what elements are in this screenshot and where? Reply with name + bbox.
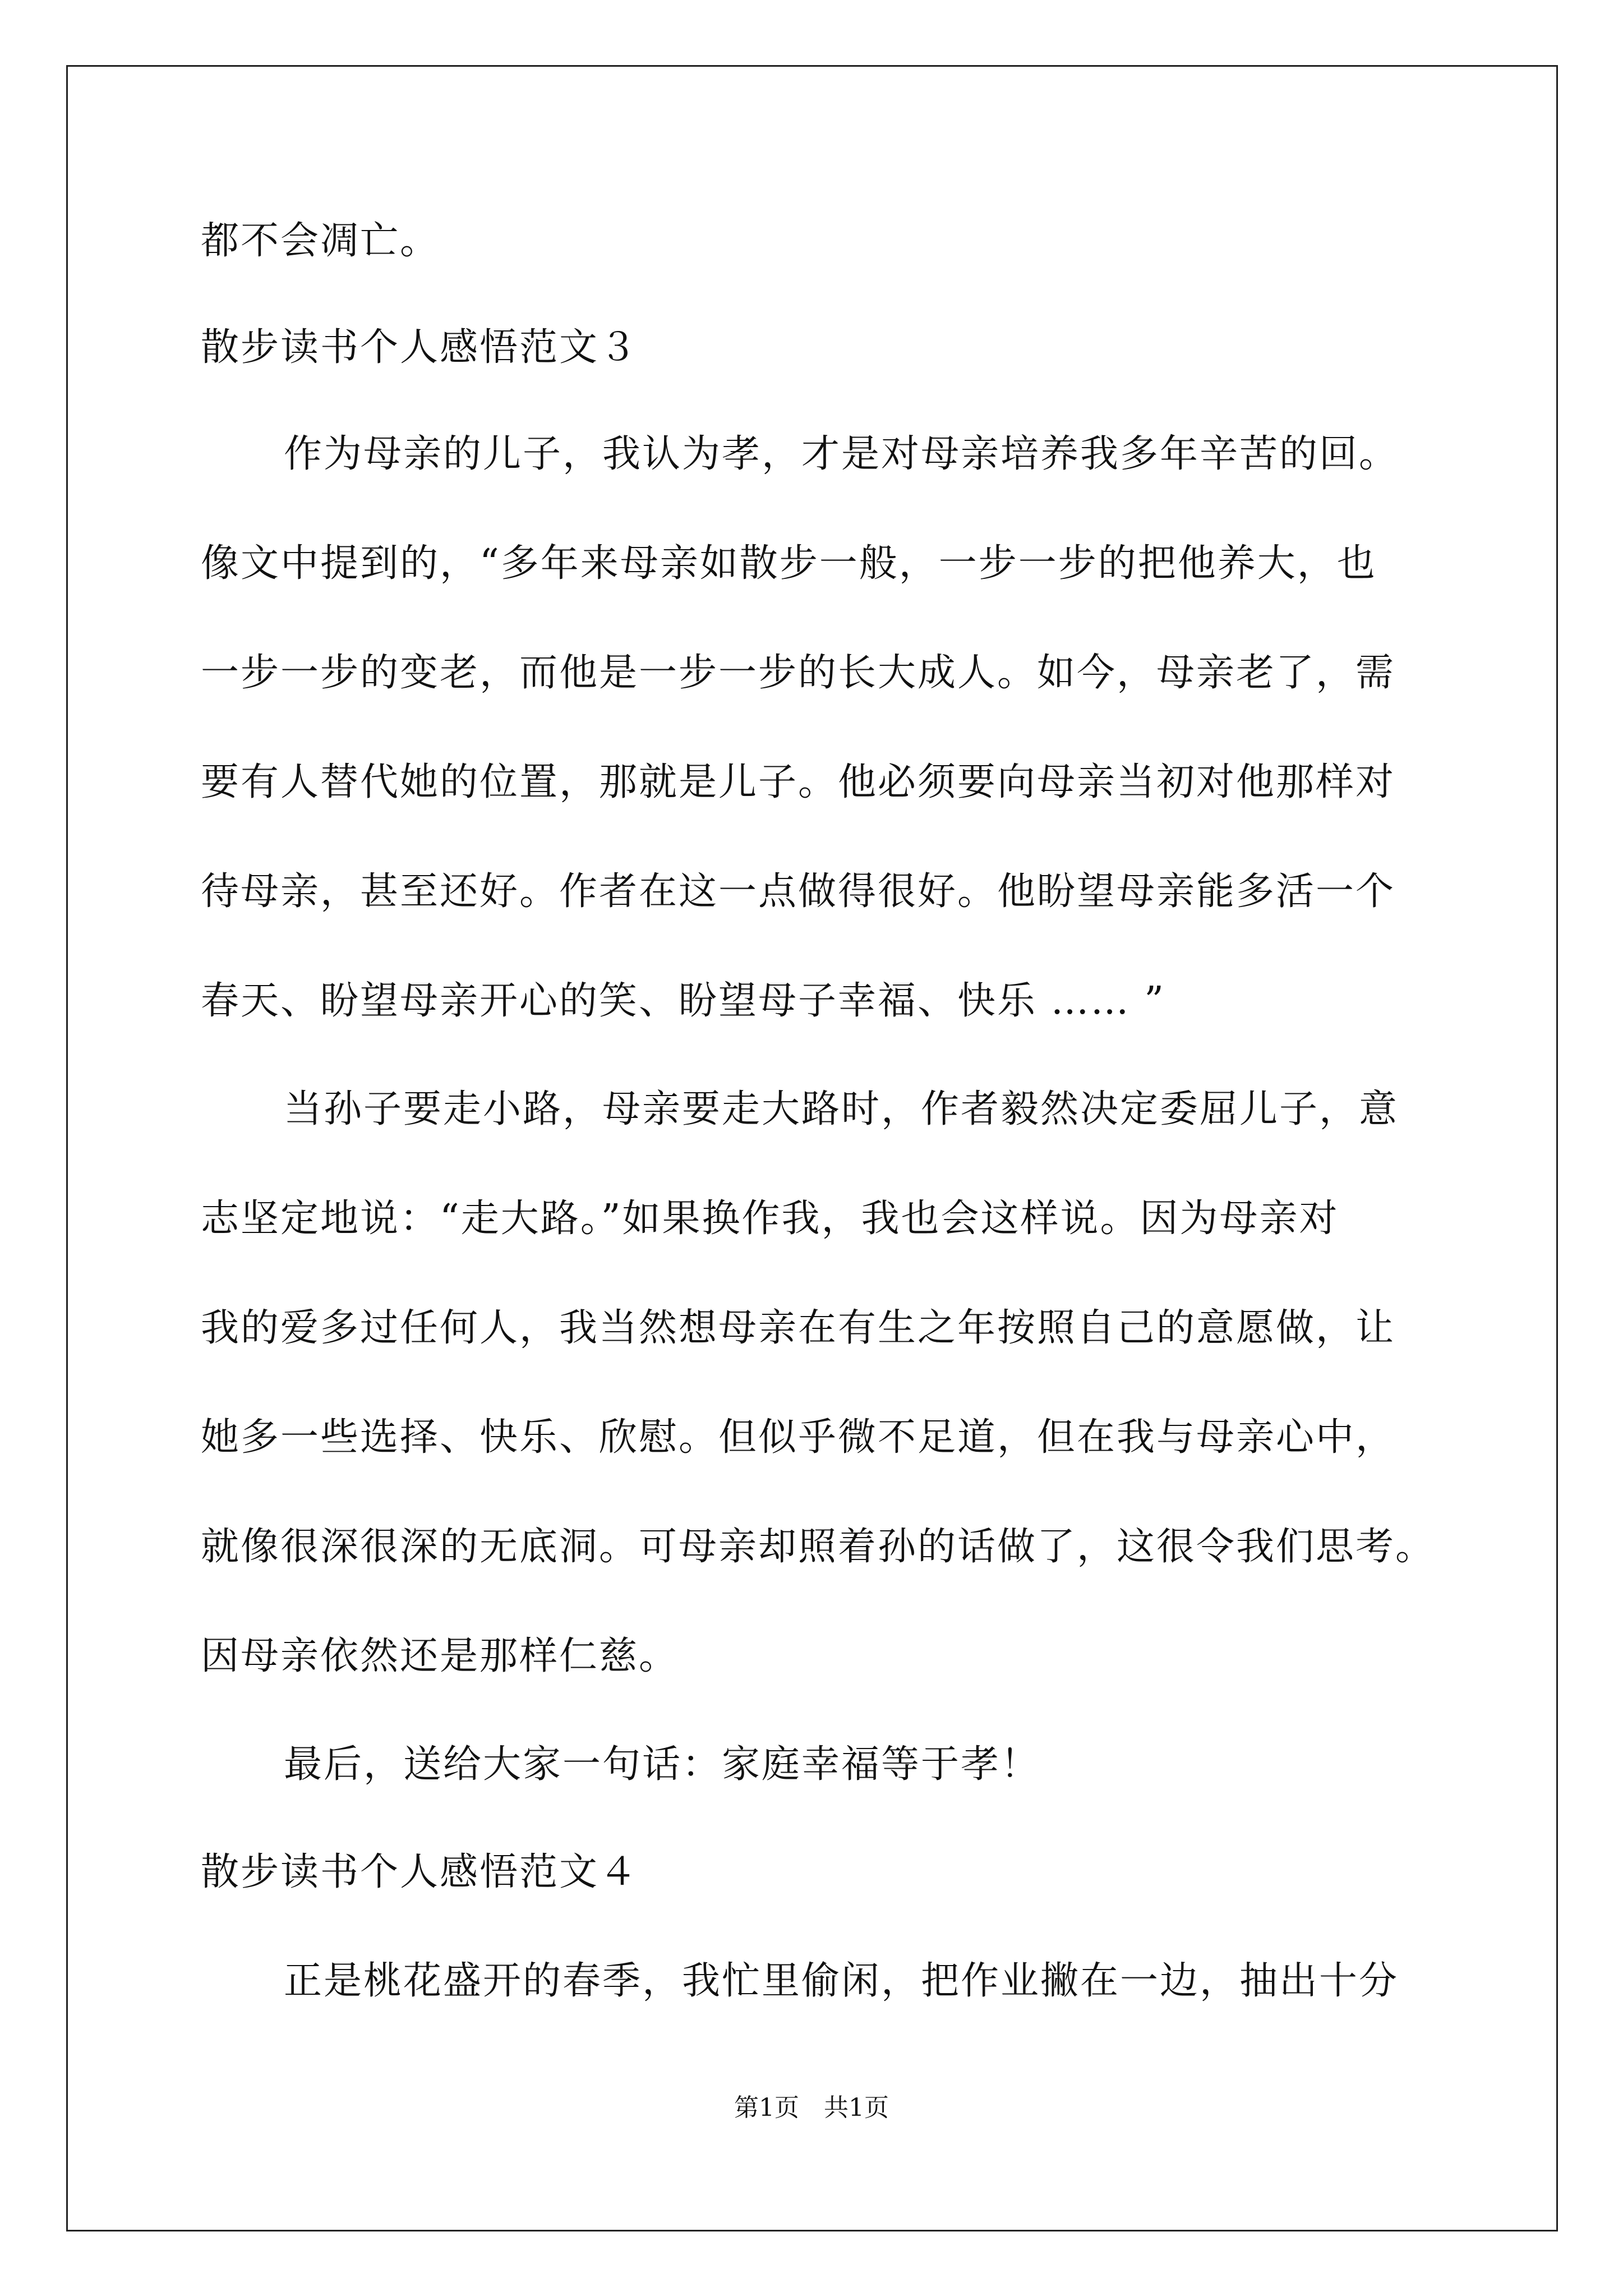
paragraph-start: 作为母亲的儿子，我认为孝，才是对母亲培养我多年辛苦的回。 [284,432,1399,476]
text-line: 一步一步的变老，而他是一步一步的长大成人。如今，母亲老了，需 [201,651,1396,695]
text-line: 志坚定地说：“走大路。”如果换作我，我也会这样说。因为母亲对 [201,1197,1339,1241]
text-line: 她多一些选择、快乐、欣慰。但似乎微不足道，但在我与母亲心中， [201,1415,1396,1460]
paragraph-start: 当孙子要走小路，母亲要走大路时，作者毅然决定委屈儿子，意 [284,1087,1399,1131]
page-footer: 第1页 共1页 [734,2093,889,2122]
section-heading: 散步读书个人感悟范文４ [201,1850,639,1894]
text-line: 就像很深很深的无底洞。可母亲却照着孙的话做了，这很令我们思考。 [201,1525,1436,1569]
text-line: 春天、盼望母亲开心的笑、盼望母子幸福、快乐 …… ” [201,979,1165,1023]
paragraph-start: 最后，送给大家一句话：家庭幸福等于孝！ [284,1742,1041,1787]
text-line: 都不会凋亡。 [201,219,440,263]
paragraph-start: 正是桃花盛开的春季，我忙里偷闲，把作业撇在一边，抽出十分 [284,1959,1399,2003]
text-line: 因母亲依然还是那样仁慈。 [201,1634,679,1678]
text-line: 待母亲，甚至还好。作者在这一点做得很好。他盼望母亲能多活一个 [201,869,1396,914]
text-line: 我的爱多过任何人，我当然想母亲在有生之年按照自己的意愿做，让 [201,1306,1396,1350]
text-line: 像文中提到的，“多年来母亲如散步一般，一步一步的把他养大，也 [201,541,1377,586]
text-line: 要有人替代她的位置，那就是儿子。他必须要向母亲当初对他那样对 [201,760,1396,804]
section-heading: 散步读书个人感悟范文３ [201,325,639,370]
page-border [66,65,1558,2231]
